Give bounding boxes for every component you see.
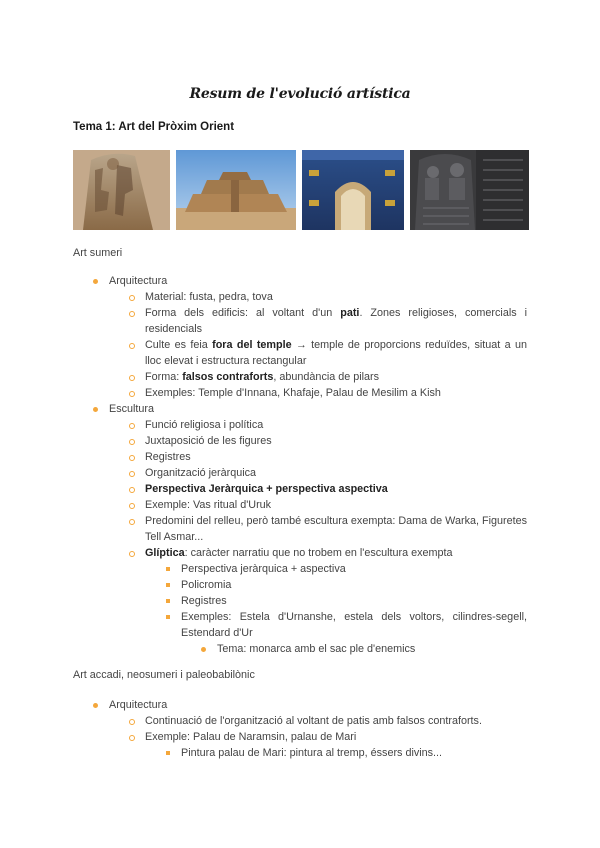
- list-item-tema: Tema: monarca amb el sac ple d'enemics: [217, 643, 416, 655]
- list-item: Policromia: [181, 579, 232, 591]
- hammurabi-stele-image: [410, 150, 529, 230]
- list-item: Forma: falsos contraforts, abundància de pilars: [145, 371, 380, 383]
- list-item: Exemple: Vas ritual d'Uruk: [145, 499, 272, 511]
- bullet-icon: [166, 583, 170, 587]
- bullet-icon: [129, 423, 135, 429]
- bullet-icon: [129, 295, 135, 301]
- bullet-icon: [129, 551, 135, 557]
- bullet-icon: [129, 375, 135, 381]
- bullet-icon: [93, 703, 98, 708]
- list-item: Registres: [145, 451, 191, 463]
- list-item: Culte es feia fora del temple → temple de proporcions reduïdes, situat a un lloc elevat i estructura rectangular: [145, 339, 528, 367]
- ziggurat-image: [176, 150, 296, 230]
- list-item: Exemples: Estela d'Urnanshe, estela dels voltors, cilindres-segell, Estendard d'Ur: [181, 611, 527, 639]
- bullet-icon: [129, 343, 135, 349]
- bullet-icon: [129, 487, 135, 493]
- list-item: Exemples: Temple d'Innana, Khafaje, Palau de Mesilim a Kish: [145, 387, 441, 399]
- bullet-icon: [93, 279, 98, 284]
- list-item: Material: fusta, pedra, tova: [145, 291, 273, 303]
- list-item: Registres: [181, 595, 227, 607]
- list-item: Exemple: Palau de Naramsin, palau de Mari: [145, 731, 357, 743]
- bullet-icon: [166, 615, 170, 619]
- bullet-icon: [129, 391, 135, 397]
- list-item-escultura: Escultura: [109, 403, 155, 415]
- bullet-icon: [201, 647, 206, 652]
- bullet-icon: [166, 567, 170, 571]
- stele-relief-image: [73, 150, 170, 230]
- list-item-arquitectura: Arquitectura: [109, 699, 168, 711]
- ishtar-gate-image: [302, 150, 404, 230]
- image-strip: [73, 150, 529, 230]
- bullet-icon: [129, 735, 135, 741]
- list-item: Funció religiosa i política: [145, 419, 264, 431]
- bullet-icon: [129, 471, 135, 477]
- list-item: Perspectiva jeràrquica + aspectiva: [181, 563, 346, 575]
- list-item: Continuació de l'organització al voltant de patis amb falsos contraforts.: [145, 715, 482, 727]
- page-title: Resum de l'evolució artística: [189, 86, 411, 102]
- list-item: Pintura palau de Mari: pintura al tremp, éssers divins...: [181, 747, 443, 759]
- list-item: Forma dels edificis: al voltant d'un pati. Zones religioses, comercials i residencials: [145, 307, 528, 335]
- topic-heading: Tema 1: Art del Pròxim Orient: [73, 121, 235, 133]
- bullet-icon: [129, 519, 135, 525]
- section-heading-akkad: Art accadi, neosumeri i paleobabilònic: [73, 669, 255, 681]
- bullet-icon: [166, 751, 170, 755]
- list-item: Organització jeràrquica: [145, 467, 257, 479]
- bullet-icon: [166, 599, 170, 603]
- list-item-gliptica: Glíptica: caràcter narratiu que no trobem en l'escultura exempta: [145, 547, 453, 559]
- bullet-icon: [129, 455, 135, 461]
- bullet-icon: [129, 439, 135, 445]
- list-item: Predomini del relleu, però també escultura exempta: Dama de Warka, Figuretes Tell Asmar...: [145, 515, 527, 543]
- bullet-icon: [93, 407, 98, 412]
- section-heading-sumer: Art sumeri: [73, 247, 123, 259]
- list-item: Juxtaposició de les figures: [145, 435, 272, 447]
- list-item-arquitectura: Arquitectura: [109, 275, 168, 287]
- list-item: Perspectiva Jeràrquica + perspectiva aspectiva: [145, 483, 388, 495]
- bullet-icon: [129, 719, 135, 725]
- bullet-icon: [129, 311, 135, 317]
- bullet-icon: [129, 503, 135, 509]
